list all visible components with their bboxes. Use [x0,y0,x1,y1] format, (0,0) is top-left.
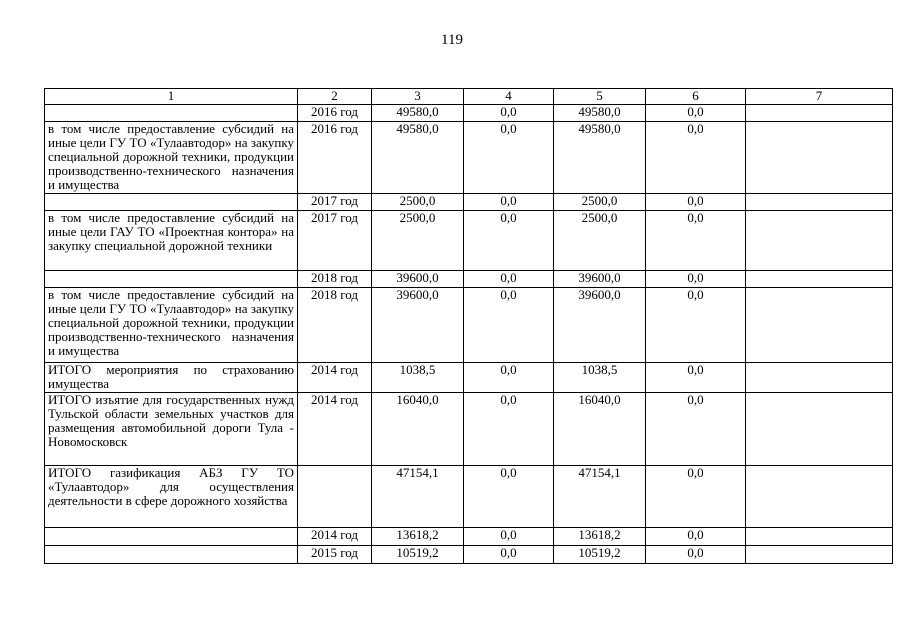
table-row [45,288,893,363]
row-value-col6: 0,0 [646,466,746,528]
row-description: ИТОГО мероприятия по страхованию имущества [45,363,298,393]
row-value-col3: 2500,0 [372,211,464,271]
row-value-col6: 0,0 [646,393,746,466]
row-value-col4: 0,0 [464,271,554,288]
table-row [45,466,893,528]
row-description: ИТОГО изъятие для государственных нужд Тульской области земельных участков для размещения автомобильной дороги Тула - Новомосковск [45,393,298,466]
table-row [45,271,893,288]
row-year: 2016 год [298,122,372,194]
row-description [45,546,298,564]
row-value-col7 [746,288,893,363]
row-value-col7 [746,271,893,288]
row-year: 2014 год [298,363,372,393]
row-value-col4: 0,0 [464,546,554,564]
row-value-col4: 0,0 [464,122,554,194]
row-value-col6: 0,0 [646,194,746,211]
row-value-col4: 0,0 [464,528,554,546]
row-value-col3: 16040,0 [372,393,464,466]
row-description: в том числе предоставление субсидий на иные цели ГАУ ТО «Проектная контора» на закупку специальной дорожной техники [45,211,298,271]
page-number: 119 [441,32,463,48]
table-row [45,363,893,393]
row-value-col5: 2500,0 [554,211,646,271]
row-value-col3: 49580,0 [372,105,464,122]
row-value-col3: 10519,2 [372,546,464,564]
row-year: 2017 год [298,211,372,271]
row-year: 2017 год [298,194,372,211]
row-year [298,466,372,528]
row-value-col3: 47154,1 [372,466,464,528]
table-row [45,211,893,271]
row-year: 2018 год [298,271,372,288]
row-value-col7 [746,122,893,194]
row-value-col7 [746,211,893,271]
row-value-col5: 10519,2 [554,546,646,564]
row-value-col7 [746,546,893,564]
row-value-col6: 0,0 [646,363,746,393]
budget-table [44,88,893,564]
column-header: 5 [554,89,646,105]
row-value-col3: 1038,5 [372,363,464,393]
row-value-col5: 47154,1 [554,466,646,528]
row-description [45,105,298,122]
row-value-col5: 49580,0 [554,122,646,194]
row-value-col5: 39600,0 [554,288,646,363]
row-value-col3: 49580,0 [372,122,464,194]
row-year: 2016 год [298,105,372,122]
row-description [45,528,298,546]
row-year: 2018 год [298,288,372,363]
row-value-col7 [746,466,893,528]
column-header: 2 [298,89,372,105]
row-value-col4: 0,0 [464,211,554,271]
row-year: 2015 год [298,546,372,564]
row-value-col4: 0,0 [464,393,554,466]
row-value-col7 [746,393,893,466]
row-value-col4: 0,0 [464,363,554,393]
table-row [45,122,893,194]
row-description [45,194,298,211]
row-description: в том числе предоставление субсидий на иные цели ГУ ТО «Тулаавтодор» на закупку специальной дорожной техники, продукции производственно-технического назначения и имущества [45,122,298,194]
row-value-col6: 0,0 [646,288,746,363]
row-value-col6: 0,0 [646,105,746,122]
row-value-col6: 0,0 [646,211,746,271]
row-value-col6: 0,0 [646,271,746,288]
row-value-col5: 39600,0 [554,271,646,288]
row-value-col5: 13618,2 [554,528,646,546]
table-row [45,105,893,122]
row-value-col4: 0,0 [464,194,554,211]
row-value-col5: 49580,0 [554,105,646,122]
row-value-col3: 2500,0 [372,194,464,211]
table-row [45,393,893,466]
row-value-col5: 2500,0 [554,194,646,211]
table-header-row [45,89,893,105]
row-value-col7 [746,194,893,211]
row-value-col6: 0,0 [646,546,746,564]
column-header: 7 [746,89,893,105]
row-description [45,271,298,288]
row-value-col4: 0,0 [464,105,554,122]
row-value-col3: 39600,0 [372,288,464,363]
column-header: 4 [464,89,554,105]
row-value-col7 [746,528,893,546]
row-value-col6: 0,0 [646,528,746,546]
table-row [45,194,893,211]
table-row [45,528,893,546]
row-year: 2014 год [298,528,372,546]
row-value-col3: 39600,0 [372,271,464,288]
column-header: 6 [646,89,746,105]
row-year: 2014 год [298,393,372,466]
row-value-col5: 1038,5 [554,363,646,393]
row-value-col3: 13618,2 [372,528,464,546]
row-value-col4: 0,0 [464,288,554,363]
row-value-col4: 0,0 [464,466,554,528]
column-header: 1 [45,89,298,105]
row-value-col7 [746,105,893,122]
row-value-col7 [746,363,893,393]
table-row [45,546,893,564]
row-value-col5: 16040,0 [554,393,646,466]
row-value-col6: 0,0 [646,122,746,194]
column-header: 3 [372,89,464,105]
row-description: ИТОГО газификация АБЗ ГУ ТО «Тулаавтодор» для осуществления деятельности в сфере дорожного хозяйства [45,466,298,528]
row-description: в том числе предоставление субсидий на иные цели ГУ ТО «Тулаавтодор» на закупку специальной дорожной техники, продукции производственно-технического назначения и имущества [45,288,298,363]
